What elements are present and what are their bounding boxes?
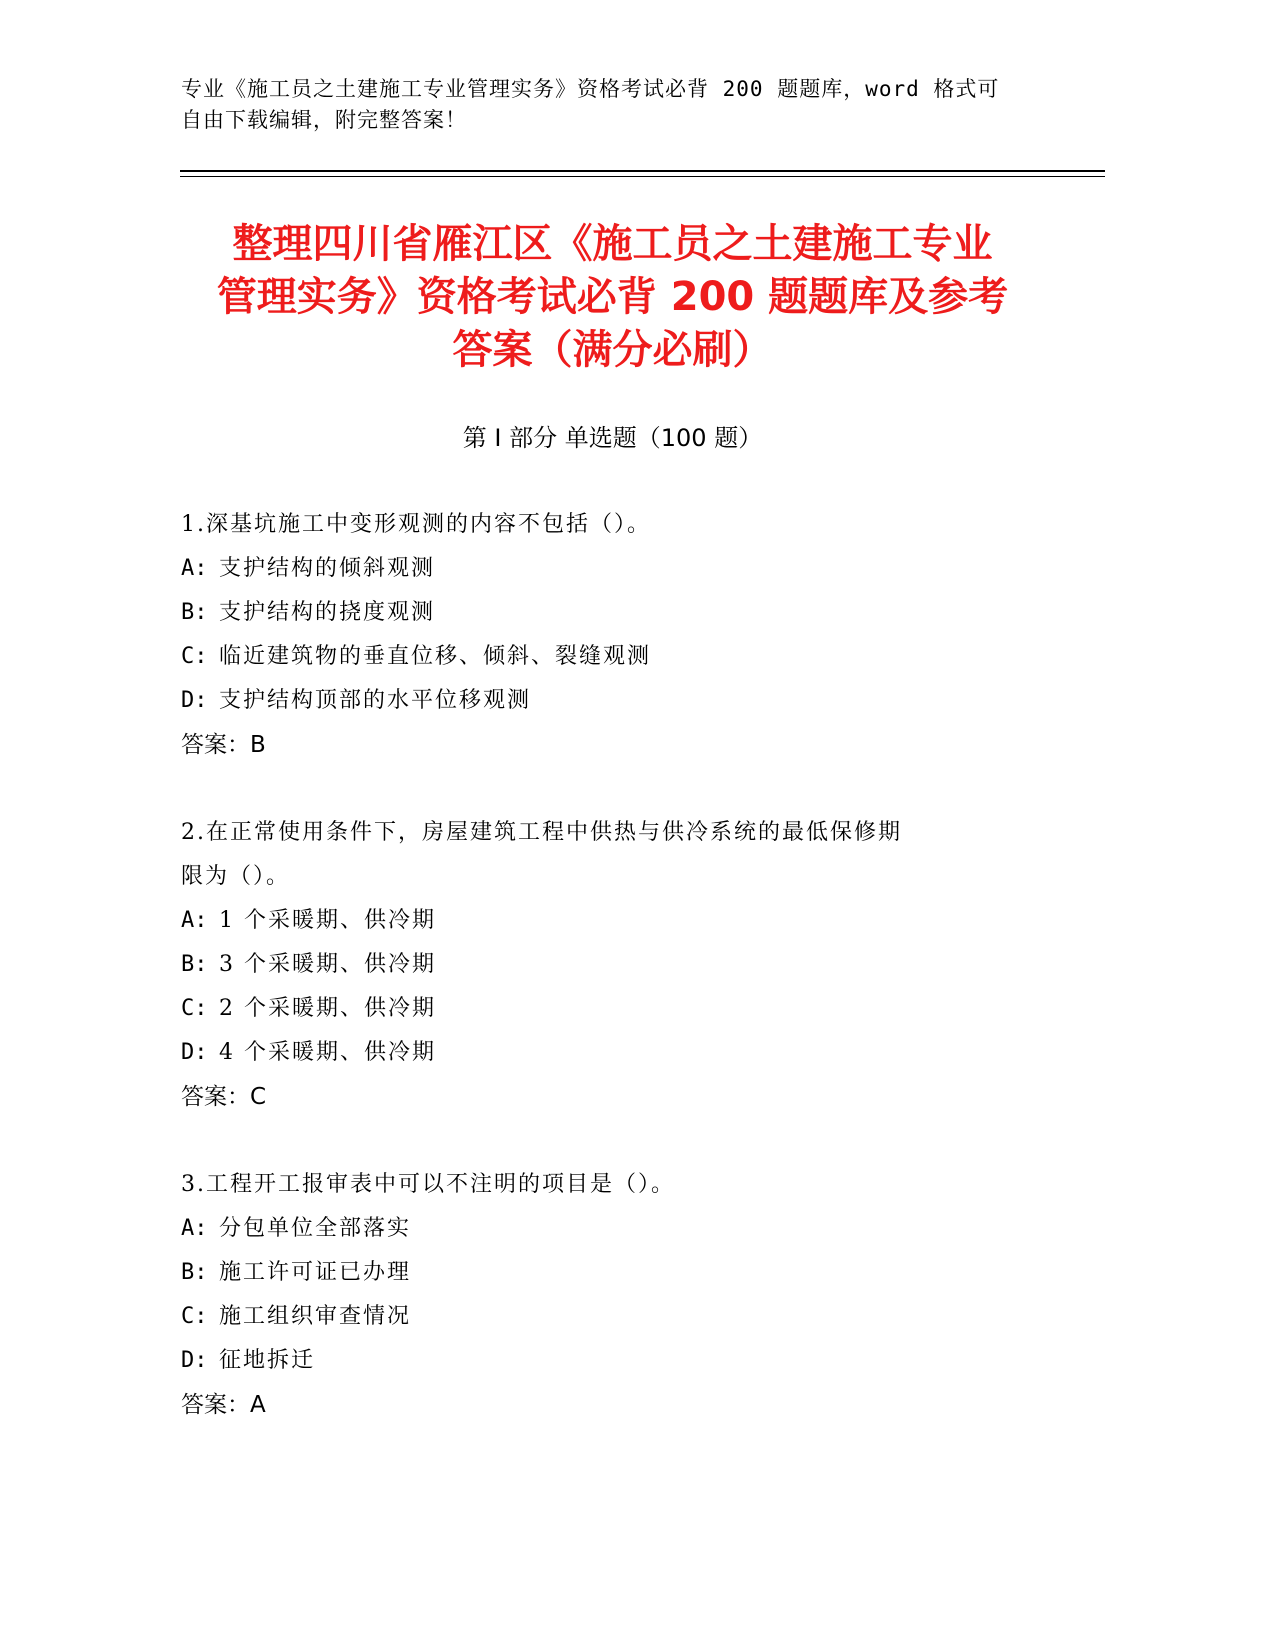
question-item bbox=[181, 811, 1081, 1119]
option-text: 1 个采暖期、供冷期 bbox=[219, 908, 436, 933]
option-label: B: bbox=[181, 952, 208, 977]
option-label: A: bbox=[181, 1216, 208, 1241]
option-text: 临近建筑物的垂直位移、倾斜、裂缝观测 bbox=[219, 644, 652, 669]
option-text: 3 个采暖期、供冷期 bbox=[219, 952, 436, 977]
header-note bbox=[181, 74, 1041, 136]
option-label: D: bbox=[181, 1348, 208, 1373]
option-b bbox=[181, 591, 1081, 635]
option-b bbox=[181, 943, 1081, 987]
option-a bbox=[181, 547, 1081, 591]
header-divider-thick bbox=[180, 170, 1105, 172]
option-text: 4 个采暖期、供冷期 bbox=[219, 1040, 436, 1065]
document-title-line: 答案（满分必刷） bbox=[452, 327, 773, 373]
option-text: 2 个采暖期、供冷期 bbox=[219, 996, 436, 1021]
question-stem: 3.工程开工报审表中可以不注明的项目是（）。 bbox=[181, 1172, 675, 1197]
option-c bbox=[181, 1295, 1081, 1339]
option-label: C: bbox=[181, 644, 208, 669]
option-text: 支护结构的挠度观测 bbox=[219, 600, 436, 625]
option-c bbox=[181, 987, 1081, 1031]
option-label: D: bbox=[181, 1040, 208, 1065]
option-label: A: bbox=[181, 556, 208, 581]
header-divider-thin bbox=[180, 176, 1105, 177]
question-item bbox=[181, 1163, 1081, 1427]
document-title-line: 整理四川省雁江区《施工员之土建施工专业 bbox=[232, 221, 993, 267]
document-title-line: 管理实务》资格考试必背 200 题题库及参考 bbox=[216, 274, 1009, 320]
option-b bbox=[181, 1251, 1081, 1295]
question-stem: 1.深基坑施工中变形观测的内容不包括（）。 bbox=[181, 512, 651, 537]
option-text: 施工组织审查情况 bbox=[219, 1304, 412, 1329]
option-label: C: bbox=[181, 1304, 208, 1329]
option-d bbox=[181, 1031, 1081, 1075]
option-text: 分包单位全部落实 bbox=[219, 1216, 412, 1241]
option-label: A: bbox=[181, 908, 208, 933]
answer-line: 答案：B bbox=[181, 732, 266, 758]
answer-line: 答案：A bbox=[181, 1392, 266, 1418]
option-label: B: bbox=[181, 1260, 208, 1285]
option-text: 施工许可证已办理 bbox=[219, 1260, 412, 1285]
option-label: D: bbox=[181, 688, 208, 713]
option-c bbox=[181, 635, 1081, 679]
option-text: 支护结构的倾斜观测 bbox=[219, 556, 436, 581]
header-note-line: 自由下载编辑，附完整答案！ bbox=[181, 108, 467, 132]
document-title bbox=[150, 218, 1075, 377]
question-list bbox=[181, 503, 1081, 1471]
question-stem-continued: 限为（）。 bbox=[181, 864, 291, 889]
option-a bbox=[181, 899, 1081, 943]
option-d bbox=[181, 679, 1081, 723]
question-stem: 2.在正常使用条件下，房屋建筑工程中供热与供冷系统的最低保修期 bbox=[181, 820, 902, 845]
answer-line: 答案：C bbox=[181, 1084, 267, 1110]
option-d bbox=[181, 1339, 1081, 1383]
header-note-line: 专业《施工员之土建施工专业管理实务》资格考试必背 200 题题库，word 格式可 bbox=[181, 77, 1000, 101]
option-text: 支护结构顶部的水平位移观测 bbox=[219, 688, 532, 713]
section-title: 第 I 部分 单选题（100 题） bbox=[462, 424, 763, 452]
option-a bbox=[181, 1207, 1081, 1251]
option-text: 征地拆迁 bbox=[219, 1348, 316, 1373]
option-label: C: bbox=[181, 996, 208, 1021]
option-label: B: bbox=[181, 600, 208, 625]
question-item bbox=[181, 503, 1081, 767]
